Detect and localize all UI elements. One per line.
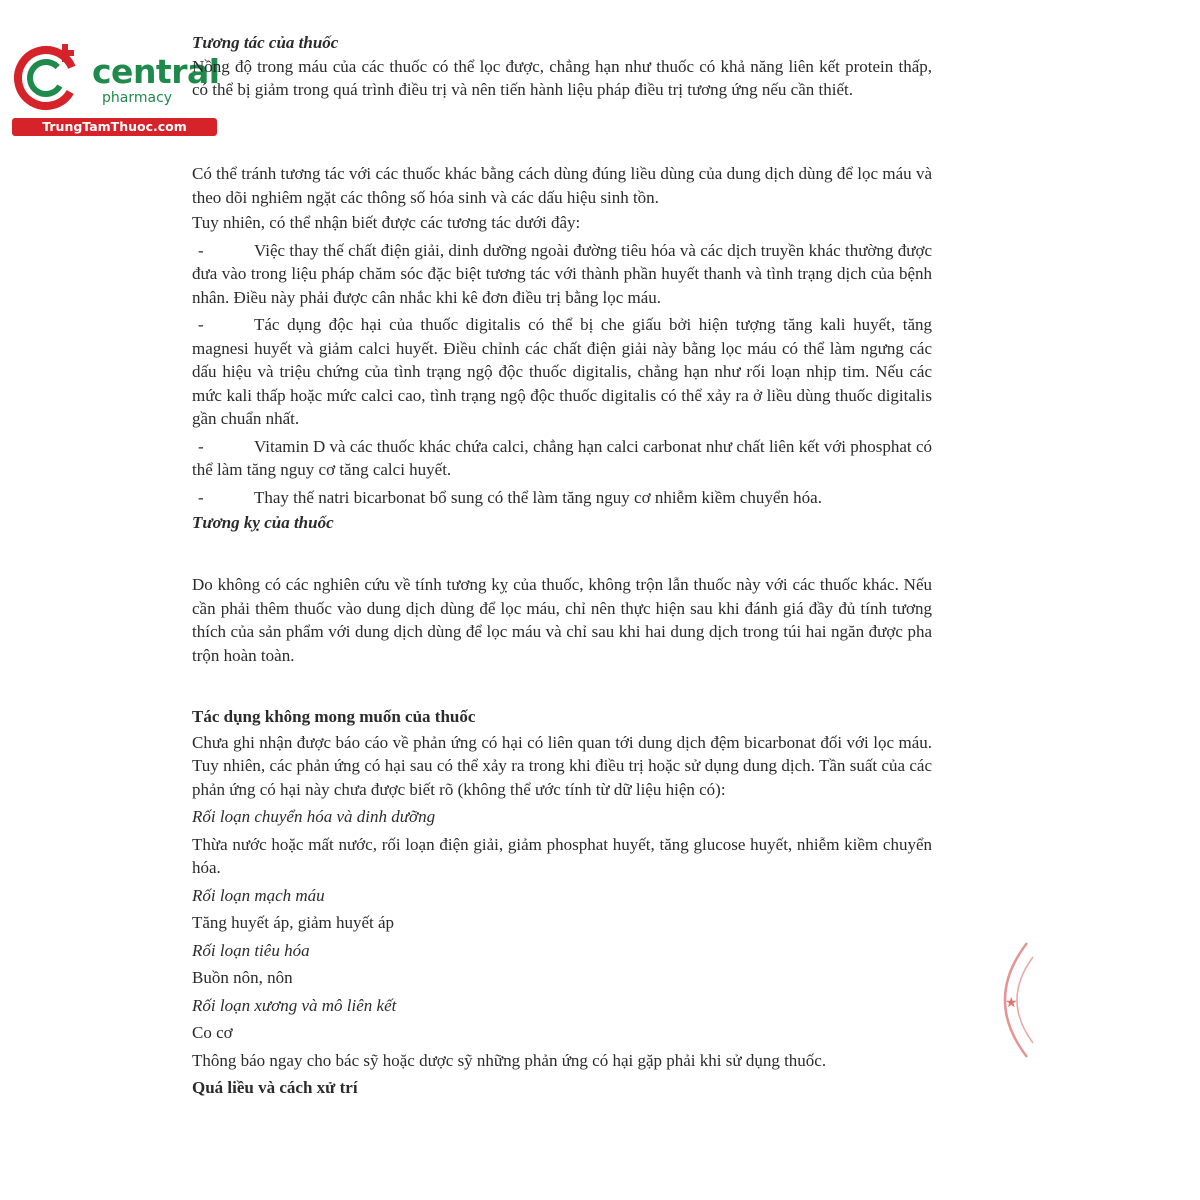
logo-url-bar	[12, 118, 217, 136]
list-item-text: Việc thay thế chất điện giải, dinh dưỡng ngoài đường tiêu hóa và các dịch truyền khác thường được đưa vào trong liệu pháp chăm sóc đặc biệt tương tác với thành phần huyết thanh và tình trạng dịch của bệnh nhân. Điều này phải được cân nhắc khi kê đơn điều trị bằng lọc máu.	[192, 240, 932, 307]
list-item-text: Vitamin D và các thuốc khác chứa calci, chẳng hạn calci carbonat như chất liên kết với phosphat có thể làm tăng nguy cơ tăng calci huyết.	[192, 436, 932, 479]
pharmacy-c-icon	[10, 38, 90, 116]
list-item	[192, 313, 932, 431]
adverse-group-title: Rối loạn tiêu hóa	[192, 940, 310, 960]
list-item	[192, 486, 932, 510]
list-dash: -	[198, 436, 204, 456]
incompatibility-paragraph: Do không có các nghiên cứu về tính tương kỵ của thuốc, không trộn lẫn thuốc này với các thuốc khác. Nếu cần phải thêm thuốc vào dung dịch dùng để lọc máu, chỉ nên thực hiện sau khi đánh giá đầy đủ tính tương thích của sản phẩm với dung dịch dùng để lọc máu và chỉ sau khi hai dung dịch trong túi hai ngăn được pha trộn hoàn toàn.	[192, 575, 932, 665]
adverse-group-title: Rối loạn chuyển hóa và dinh dưỡng	[192, 807, 436, 826]
list-item	[192, 239, 932, 310]
interactions-section	[192, 31, 932, 102]
adverse-effects-section	[192, 705, 932, 1100]
list-item-text: Tác dụng độc hại của thuốc digitalis có thể bị che giấu bởi hiện tượng tăng kali huyết, tăng magnesi huyết và giảm calci huyết. Điều chỉnh các chất điện giải này bằng lọc máu có thể làm ngưng các dấu hiệu và triệu chứng của tình trạng ngộ độc thuốc digitalis, chẳng hạn như rối loạn nhịp tim. Nếu các mức kali thấp hoặc mức calci cao, tình trạng ngộ độc thuốc digitalis có thể xảy ra ở liều dùng thuốc digitalis gần chuẩn nhất.	[192, 315, 932, 428]
section-heading-adverse: Tác dụng không mong muốn của thuốc	[192, 707, 476, 726]
section-heading-interactions: Tương tác của thuốc	[192, 33, 339, 52]
incompatibility-section	[192, 573, 932, 667]
adverse-group-text: Co cơ	[192, 1023, 233, 1042]
adverse-group-text: Thừa nước hoặc mất nước, rối loạn điện giải, giảm phosphat huyết, tăng glucose huyết, nhiễm kiềm chuyển hóa.	[192, 834, 932, 877]
adverse-paragraph-1: Chưa ghi nhận được báo cáo về phản ứng có hại có liên quan tới dung dịch đệm bicarbonat đối với lọc máu. Tuy nhiên, các phản ứng có hại sau có thể xảy ra trong khi điều trị hoặc sử dụng dung dịch. Tần suất của các phản ứng có hại này chưa được biết rõ (không thể ước tính từ dữ liệu hiện có):	[192, 732, 932, 799]
svg-text:★: ★	[1005, 995, 1018, 1011]
adverse-notice: Thông báo ngay cho bác sỹ hoặc dược sỹ những phản ứng có hại gặp phải khi sử dụng thuốc.	[192, 1050, 827, 1070]
list-dash: -	[198, 487, 204, 507]
adverse-group-text: Buồn nôn, nôn	[192, 968, 293, 987]
interactions-paragraph-1: Nồng độ trong máu của các thuốc có thể lọc được, chẳng hạn như thuốc có khả năng liên kết protein thấp, có thể bị giảm trong quá trình điều trị và nên tiến hành liệu pháp điều trị tương ứng nếu cần thiết.	[192, 56, 932, 99]
logo-brand-name: central	[92, 52, 220, 91]
logo-subtitle: pharmacy	[102, 90, 173, 106]
interactions-body	[192, 162, 932, 535]
list-item-text: Thay thế natri bicarbonat bổ sung có thể làm tăng nguy cơ nhiễm kiềm chuyển hóa.	[254, 487, 822, 507]
adverse-group-text: Tăng huyết áp, giảm huyết áp	[192, 913, 395, 932]
central-pharmacy-logo[interactable]	[10, 38, 220, 136]
interactions-paragraph-3: Tuy nhiên, có thể nhận biết được các tương tác dưới đây:	[192, 213, 581, 232]
adverse-group-title: Rối loạn xương và mô liên kết	[192, 995, 397, 1015]
company-seal-stamp	[975, 935, 1035, 1065]
section-heading-overdose: Quá liều và cách xử trí	[192, 1078, 358, 1097]
list-item	[192, 435, 932, 482]
logo-url: TrungTamThuoc.com	[42, 119, 187, 134]
list-dash: -	[198, 315, 204, 334]
list-dash: -	[198, 240, 204, 260]
interactions-paragraph-2: Có thể tránh tương tác với các thuốc khác bằng cách dùng đúng liều dùng của dung dịch dùng để lọc máu và theo dõi nghiêm ngặt các thông số hóa sinh và các dấu hiệu sinh tồn.	[192, 164, 932, 207]
adverse-group-title: Rối loạn mạch máu	[192, 885, 325, 905]
section-heading-incompatibility: Tương kỵ của thuốc	[192, 513, 334, 532]
